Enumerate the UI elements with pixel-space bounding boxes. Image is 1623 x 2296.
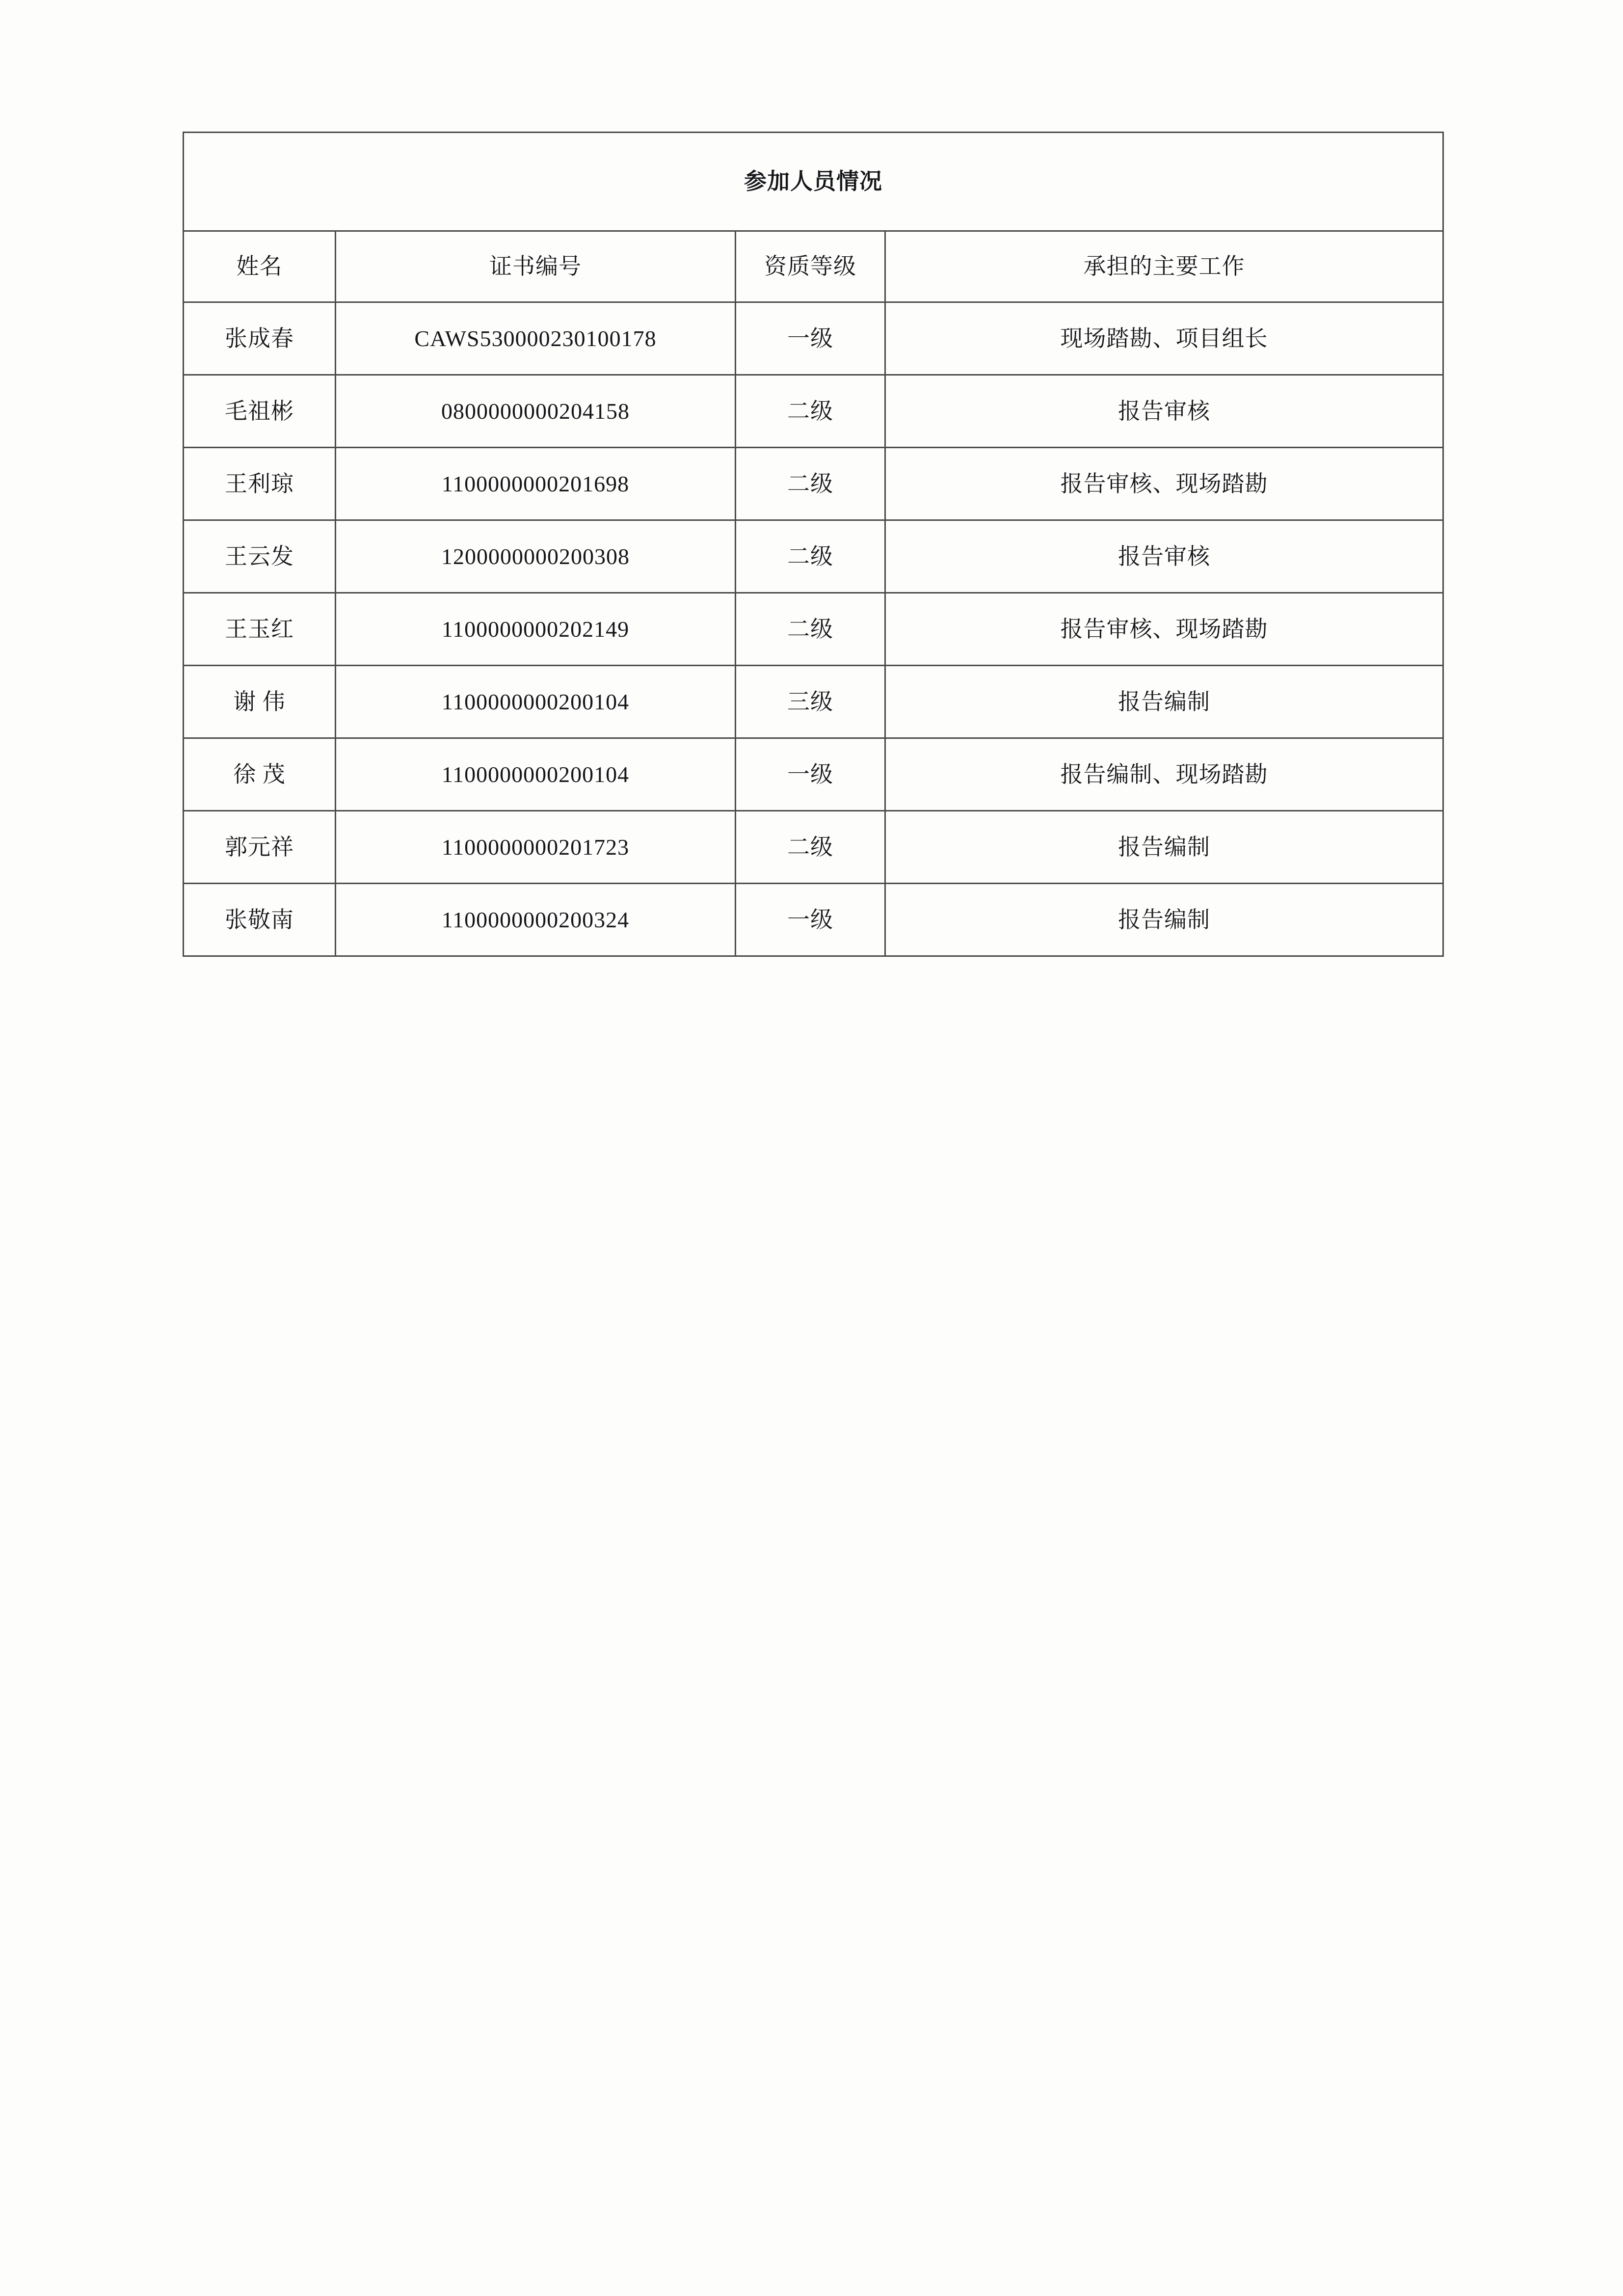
cell-main-work: 报告审核	[885, 520, 1443, 593]
cell-name: 徐 茂	[184, 738, 336, 811]
cell-qualification-level: 二级	[736, 448, 885, 520]
cell-qualification-level: 二级	[736, 593, 885, 666]
cell-qualification-level: 二级	[736, 811, 885, 884]
table-header-row	[184, 231, 1443, 302]
table-row	[184, 811, 1443, 884]
cell-qualification-level: 二级	[736, 520, 885, 593]
cell-certificate-number: 1100000000200104	[336, 738, 736, 811]
table-row	[184, 302, 1443, 375]
cell-name: 郭元祥	[184, 811, 336, 884]
cell-name: 毛祖彬	[184, 375, 336, 448]
column-header-qualification-level: 资质等级	[736, 231, 885, 302]
table-title-row	[184, 133, 1443, 231]
column-header-name: 姓名	[184, 231, 336, 302]
cell-qualification-level: 三级	[736, 666, 885, 738]
cell-certificate-number: 1100000000200104	[336, 666, 736, 738]
cell-name: 谢 伟	[184, 666, 336, 738]
cell-main-work: 报告审核、现场踏勘	[885, 448, 1443, 520]
cell-qualification-level: 一级	[736, 302, 885, 375]
cell-certificate-number: 1200000000200308	[336, 520, 736, 593]
table-row	[184, 520, 1443, 593]
cell-certificate-number: 1100000000201723	[336, 811, 736, 884]
cell-certificate-number: 1100000000200324	[336, 884, 736, 956]
personnel-table-container	[183, 132, 1442, 957]
cell-name: 张成春	[184, 302, 336, 375]
cell-certificate-number: 1100000000201698	[336, 448, 736, 520]
cell-qualification-level: 一级	[736, 884, 885, 956]
cell-name: 王利琼	[184, 448, 336, 520]
cell-main-work: 报告审核	[885, 375, 1443, 448]
cell-certificate-number: 0800000000204158	[336, 375, 736, 448]
table-row	[184, 884, 1443, 956]
table-row	[184, 738, 1443, 811]
personnel-table	[183, 132, 1444, 957]
cell-main-work: 现场踏勘、项目组长	[885, 302, 1443, 375]
column-header-main-work: 承担的主要工作	[885, 231, 1443, 302]
cell-certificate-number: 1100000000202149	[336, 593, 736, 666]
table-row	[184, 666, 1443, 738]
cell-name: 张敬南	[184, 884, 336, 956]
cell-main-work: 报告编制、现场踏勘	[885, 738, 1443, 811]
table-title: 参加人员情况	[184, 133, 1443, 231]
table-row	[184, 375, 1443, 448]
cell-certificate-number: CAWS530000230100178	[336, 302, 736, 375]
cell-main-work: 报告审核、现场踏勘	[885, 593, 1443, 666]
cell-name: 王云发	[184, 520, 336, 593]
cell-main-work: 报告编制	[885, 811, 1443, 884]
cell-name: 王玉红	[184, 593, 336, 666]
column-header-certificate-number: 证书编号	[336, 231, 736, 302]
cell-main-work: 报告编制	[885, 884, 1443, 956]
cell-qualification-level: 二级	[736, 375, 885, 448]
cell-qualification-level: 一级	[736, 738, 885, 811]
table-row	[184, 448, 1443, 520]
cell-main-work: 报告编制	[885, 666, 1443, 738]
table-row	[184, 593, 1443, 666]
